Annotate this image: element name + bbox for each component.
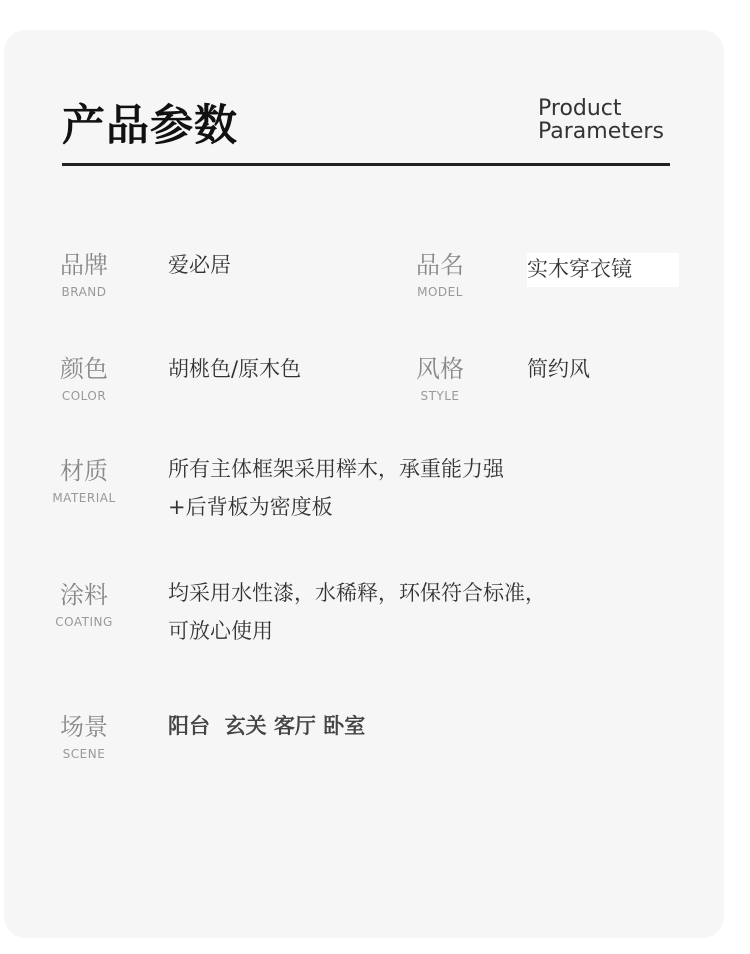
style-label	[404, 354, 476, 404]
brand-value: 爱必居	[168, 253, 231, 277]
style-label-cn: 风格	[416, 355, 464, 383]
scene-label-en: SCENE	[62, 747, 106, 761]
coating-line-2: 可放心使用	[168, 619, 273, 643]
coating-line-1: 均采用水性漆，水稀释，环保符合标准，	[168, 581, 546, 605]
model-value-text: 实木穿衣镜	[527, 253, 679, 287]
page-title: 产品参数	[62, 101, 238, 151]
material-line-2: +后背板为密度板	[168, 495, 333, 519]
brand-label-cn: 品牌	[60, 251, 108, 279]
style-value: 简约风	[527, 357, 590, 381]
subtitle-line-1: Product	[538, 96, 622, 121]
model-label-cn: 品名	[416, 251, 464, 279]
coating-value	[168, 574, 546, 650]
style-label-en: STYLE	[420, 389, 460, 403]
color-value: 胡桃色/原木色	[168, 357, 302, 381]
color-label-cn: 颜色	[60, 355, 108, 383]
material-label-cn: 材质	[60, 457, 108, 485]
scene-label-cn: 场景	[60, 713, 108, 741]
subtitle-line-2: Parameters	[538, 119, 664, 144]
brand-label-en: BRAND	[61, 285, 107, 299]
title-divider	[62, 163, 670, 166]
material-label-en: MATERIAL	[52, 491, 116, 505]
model-value	[527, 250, 679, 288]
page-subtitle	[538, 97, 664, 143]
color-label	[48, 354, 120, 404]
color-label-en: COLOR	[61, 389, 107, 403]
material-line-1: 所有主体框架采用榉木，承重能力强	[168, 457, 504, 481]
scene-label	[46, 712, 122, 762]
brand-label	[48, 250, 120, 300]
material-value	[168, 450, 504, 526]
model-label	[404, 250, 476, 300]
coating-label-en: COATING	[55, 615, 113, 629]
coating-label	[46, 580, 122, 630]
scene-value: 阳台 玄关 客厅 卧室	[168, 714, 366, 738]
material-label	[46, 456, 122, 506]
model-label-en: MODEL	[417, 285, 463, 299]
coating-label-cn: 涂料	[60, 581, 108, 609]
